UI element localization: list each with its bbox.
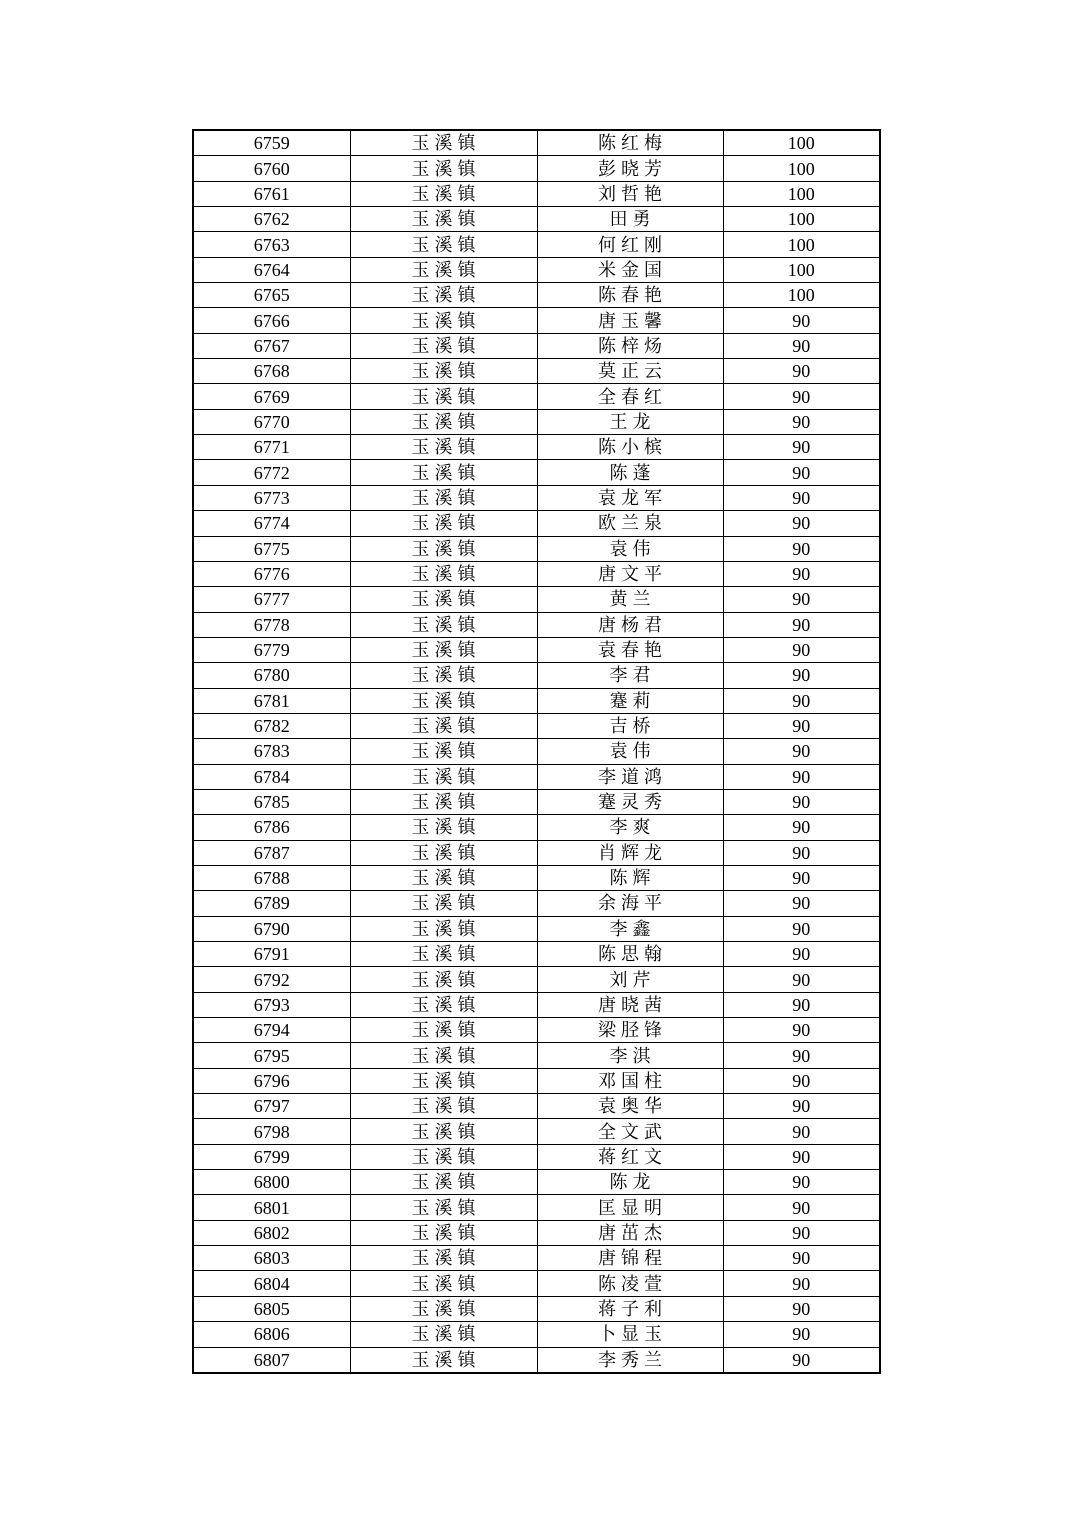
amount-cell: 90 (723, 1170, 880, 1195)
town-cell: 玉溪镇 (350, 739, 537, 764)
name-cell: 陈春艳 (537, 283, 723, 308)
table-row (193, 865, 880, 890)
town-cell: 玉溪镇 (350, 156, 537, 181)
name-cell: 匡显明 (537, 1195, 723, 1220)
table-row (193, 308, 880, 333)
amount-cell: 90 (723, 587, 880, 612)
town-cell: 玉溪镇 (350, 130, 537, 156)
amount-cell: 90 (723, 1195, 880, 1220)
amount-cell: 90 (723, 663, 880, 688)
serial-number-cell: 6782 (193, 713, 350, 738)
town-cell: 玉溪镇 (350, 1043, 537, 1068)
name-cell: 李爽 (537, 815, 723, 840)
table-row (193, 637, 880, 662)
amount-cell: 90 (723, 308, 880, 333)
serial-number-cell: 6797 (193, 1094, 350, 1119)
town-cell: 玉溪镇 (350, 764, 537, 789)
serial-number-cell: 6761 (193, 181, 350, 206)
name-cell: 陈凌萱 (537, 1271, 723, 1296)
town-cell: 玉溪镇 (350, 384, 537, 409)
table-row (193, 181, 880, 206)
amount-cell: 100 (723, 232, 880, 257)
town-cell: 玉溪镇 (350, 1195, 537, 1220)
name-cell: 彭晓芳 (537, 156, 723, 181)
name-cell: 袁龙军 (537, 485, 723, 510)
serial-number-cell: 6784 (193, 764, 350, 789)
serial-number-cell: 6769 (193, 384, 350, 409)
table-row (193, 840, 880, 865)
serial-number-cell: 6799 (193, 1144, 350, 1169)
serial-number-cell: 6806 (193, 1322, 350, 1347)
amount-cell: 90 (723, 460, 880, 485)
town-cell: 玉溪镇 (350, 1119, 537, 1144)
table-row (193, 789, 880, 814)
table-row (193, 333, 880, 358)
name-cell: 李鑫 (537, 916, 723, 941)
table-row (193, 1322, 880, 1347)
name-cell: 陈蓬 (537, 460, 723, 485)
name-cell: 陈思翰 (537, 942, 723, 967)
table-row (193, 1119, 880, 1144)
town-cell: 玉溪镇 (350, 992, 537, 1017)
name-cell: 李淇 (537, 1043, 723, 1068)
serial-number-cell: 6767 (193, 333, 350, 358)
amount-cell: 100 (723, 130, 880, 156)
table-row (193, 1347, 880, 1373)
serial-number-cell: 6794 (193, 1018, 350, 1043)
amount-cell: 100 (723, 207, 880, 232)
town-cell: 玉溪镇 (350, 207, 537, 232)
table-row (193, 130, 880, 156)
roster-table-body (193, 130, 880, 1373)
town-cell: 玉溪镇 (350, 916, 537, 941)
town-cell: 玉溪镇 (350, 713, 537, 738)
table-row (193, 232, 880, 257)
serial-number-cell: 6791 (193, 942, 350, 967)
table-row (193, 764, 880, 789)
serial-number-cell: 6796 (193, 1068, 350, 1093)
town-cell: 玉溪镇 (350, 663, 537, 688)
town-cell: 玉溪镇 (350, 181, 537, 206)
town-cell: 玉溪镇 (350, 460, 537, 485)
amount-cell: 100 (723, 181, 880, 206)
serial-number-cell: 6785 (193, 789, 350, 814)
amount-cell: 90 (723, 1018, 880, 1043)
table-row (193, 1068, 880, 1093)
name-cell: 卜显玉 (537, 1322, 723, 1347)
serial-number-cell: 6764 (193, 257, 350, 282)
table-row (193, 688, 880, 713)
name-cell: 邓国柱 (537, 1068, 723, 1093)
serial-number-cell: 6795 (193, 1043, 350, 1068)
amount-cell: 90 (723, 1144, 880, 1169)
table-row (193, 283, 880, 308)
serial-number-cell: 6798 (193, 1119, 350, 1144)
name-cell: 唐杨君 (537, 612, 723, 637)
amount-cell: 90 (723, 967, 880, 992)
table-row (193, 891, 880, 916)
name-cell: 田勇 (537, 207, 723, 232)
amount-cell: 90 (723, 688, 880, 713)
serial-number-cell: 6804 (193, 1271, 350, 1296)
amount-cell: 90 (723, 789, 880, 814)
name-cell: 唐文平 (537, 561, 723, 586)
name-cell: 李君 (537, 663, 723, 688)
serial-number-cell: 6766 (193, 308, 350, 333)
serial-number-cell: 6801 (193, 1195, 350, 1220)
town-cell: 玉溪镇 (350, 359, 537, 384)
table-row (193, 536, 880, 561)
amount-cell: 90 (723, 1322, 880, 1347)
serial-number-cell: 6772 (193, 460, 350, 485)
amount-cell: 90 (723, 409, 880, 434)
serial-number-cell: 6800 (193, 1170, 350, 1195)
name-cell: 唐晓茜 (537, 992, 723, 1017)
name-cell: 蒋红文 (537, 1144, 723, 1169)
table-row (193, 612, 880, 637)
serial-number-cell: 6768 (193, 359, 350, 384)
table-row (193, 1271, 880, 1296)
serial-number-cell: 6780 (193, 663, 350, 688)
table-row (193, 511, 880, 536)
amount-cell: 100 (723, 156, 880, 181)
town-cell: 玉溪镇 (350, 1246, 537, 1271)
amount-cell: 90 (723, 1068, 880, 1093)
serial-number-cell: 6763 (193, 232, 350, 257)
town-cell: 玉溪镇 (350, 1347, 537, 1373)
serial-number-cell: 6793 (193, 992, 350, 1017)
name-cell: 陈龙 (537, 1170, 723, 1195)
table-row (193, 1246, 880, 1271)
serial-number-cell: 6807 (193, 1347, 350, 1373)
name-cell: 唐玉馨 (537, 308, 723, 333)
serial-number-cell: 6802 (193, 1220, 350, 1245)
town-cell: 玉溪镇 (350, 865, 537, 890)
amount-cell: 100 (723, 257, 880, 282)
table-row (193, 485, 880, 510)
roster-table (192, 129, 881, 1374)
serial-number-cell: 6779 (193, 637, 350, 662)
name-cell: 何红刚 (537, 232, 723, 257)
town-cell: 玉溪镇 (350, 891, 537, 916)
serial-number-cell: 6776 (193, 561, 350, 586)
table-row (193, 1220, 880, 1245)
table-row (193, 916, 880, 941)
name-cell: 刘哲艳 (537, 181, 723, 206)
town-cell: 玉溪镇 (350, 511, 537, 536)
serial-number-cell: 6760 (193, 156, 350, 181)
serial-number-cell: 6790 (193, 916, 350, 941)
table-row (193, 1195, 880, 1220)
amount-cell: 90 (723, 384, 880, 409)
town-cell: 玉溪镇 (350, 409, 537, 434)
name-cell: 陈红梅 (537, 130, 723, 156)
name-cell: 吉桥 (537, 713, 723, 738)
serial-number-cell: 6762 (193, 207, 350, 232)
serial-number-cell: 6787 (193, 840, 350, 865)
table-row (193, 967, 880, 992)
amount-cell: 90 (723, 739, 880, 764)
name-cell: 袁伟 (537, 739, 723, 764)
table-row (193, 435, 880, 460)
amount-cell: 90 (723, 637, 880, 662)
town-cell: 玉溪镇 (350, 1068, 537, 1093)
amount-cell: 90 (723, 511, 880, 536)
town-cell: 玉溪镇 (350, 1170, 537, 1195)
town-cell: 玉溪镇 (350, 485, 537, 510)
name-cell: 陈梓炀 (537, 333, 723, 358)
table-row (193, 587, 880, 612)
name-cell: 全文武 (537, 1119, 723, 1144)
table-row (193, 739, 880, 764)
table-row (193, 156, 880, 181)
amount-cell: 90 (723, 1119, 880, 1144)
town-cell: 玉溪镇 (350, 1322, 537, 1347)
name-cell: 莫正云 (537, 359, 723, 384)
name-cell: 王龙 (537, 409, 723, 434)
amount-cell: 90 (723, 485, 880, 510)
name-cell: 李道鸿 (537, 764, 723, 789)
town-cell: 玉溪镇 (350, 333, 537, 358)
name-cell: 李秀兰 (537, 1347, 723, 1373)
amount-cell: 90 (723, 840, 880, 865)
town-cell: 玉溪镇 (350, 536, 537, 561)
amount-cell: 90 (723, 1271, 880, 1296)
town-cell: 玉溪镇 (350, 1220, 537, 1245)
table-row (193, 359, 880, 384)
amount-cell: 90 (723, 435, 880, 460)
name-cell: 肖辉龙 (537, 840, 723, 865)
name-cell: 唐锦程 (537, 1246, 723, 1271)
town-cell: 玉溪镇 (350, 612, 537, 637)
town-cell: 玉溪镇 (350, 967, 537, 992)
table-row (193, 663, 880, 688)
town-cell: 玉溪镇 (350, 587, 537, 612)
town-cell: 玉溪镇 (350, 257, 537, 282)
table-row (193, 1144, 880, 1169)
table-row (193, 460, 880, 485)
table-row (193, 207, 880, 232)
serial-number-cell: 6781 (193, 688, 350, 713)
serial-number-cell: 6805 (193, 1296, 350, 1321)
table-row (193, 384, 880, 409)
town-cell: 玉溪镇 (350, 688, 537, 713)
amount-cell: 90 (723, 815, 880, 840)
table-row (193, 1094, 880, 1119)
amount-cell: 90 (723, 1043, 880, 1068)
amount-cell: 90 (723, 561, 880, 586)
table-row (193, 561, 880, 586)
amount-cell: 90 (723, 1220, 880, 1245)
name-cell: 余海平 (537, 891, 723, 916)
amount-cell: 90 (723, 359, 880, 384)
town-cell: 玉溪镇 (350, 789, 537, 814)
name-cell: 蒋子利 (537, 1296, 723, 1321)
amount-cell: 100 (723, 283, 880, 308)
serial-number-cell: 6759 (193, 130, 350, 156)
amount-cell: 90 (723, 1094, 880, 1119)
town-cell: 玉溪镇 (350, 283, 537, 308)
table-row (193, 1043, 880, 1068)
name-cell: 全春红 (537, 384, 723, 409)
serial-number-cell: 6773 (193, 485, 350, 510)
name-cell: 黄兰 (537, 587, 723, 612)
name-cell: 唐茁杰 (537, 1220, 723, 1245)
table-row (193, 1018, 880, 1043)
table-row (193, 992, 880, 1017)
table-row (193, 409, 880, 434)
amount-cell: 90 (723, 713, 880, 738)
amount-cell: 90 (723, 942, 880, 967)
name-cell: 袁奥华 (537, 1094, 723, 1119)
name-cell: 陈小槟 (537, 435, 723, 460)
town-cell: 玉溪镇 (350, 1018, 537, 1043)
amount-cell: 90 (723, 333, 880, 358)
table-row (193, 942, 880, 967)
serial-number-cell: 6778 (193, 612, 350, 637)
name-cell: 刘芹 (537, 967, 723, 992)
town-cell: 玉溪镇 (350, 232, 537, 257)
name-cell: 蹇灵秀 (537, 789, 723, 814)
amount-cell: 90 (723, 1347, 880, 1373)
amount-cell: 90 (723, 1246, 880, 1271)
name-cell: 欧兰泉 (537, 511, 723, 536)
serial-number-cell: 6788 (193, 865, 350, 890)
amount-cell: 90 (723, 916, 880, 941)
amount-cell: 90 (723, 1296, 880, 1321)
amount-cell: 90 (723, 891, 880, 916)
serial-number-cell: 6792 (193, 967, 350, 992)
amount-cell: 90 (723, 992, 880, 1017)
serial-number-cell: 6765 (193, 283, 350, 308)
name-cell: 蹇莉 (537, 688, 723, 713)
serial-number-cell: 6771 (193, 435, 350, 460)
name-cell: 米金国 (537, 257, 723, 282)
serial-number-cell: 6803 (193, 1246, 350, 1271)
town-cell: 玉溪镇 (350, 308, 537, 333)
town-cell: 玉溪镇 (350, 942, 537, 967)
town-cell: 玉溪镇 (350, 1271, 537, 1296)
serial-number-cell: 6786 (193, 815, 350, 840)
town-cell: 玉溪镇 (350, 561, 537, 586)
serial-number-cell: 6783 (193, 739, 350, 764)
amount-cell: 90 (723, 536, 880, 561)
town-cell: 玉溪镇 (350, 435, 537, 460)
table-row (193, 1296, 880, 1321)
table-row (193, 1170, 880, 1195)
table-row (193, 713, 880, 738)
table-row (193, 257, 880, 282)
name-cell: 袁春艳 (537, 637, 723, 662)
town-cell: 玉溪镇 (350, 637, 537, 662)
amount-cell: 90 (723, 764, 880, 789)
amount-cell: 90 (723, 612, 880, 637)
town-cell: 玉溪镇 (350, 1296, 537, 1321)
town-cell: 玉溪镇 (350, 1144, 537, 1169)
town-cell: 玉溪镇 (350, 815, 537, 840)
serial-number-cell: 6770 (193, 409, 350, 434)
town-cell: 玉溪镇 (350, 840, 537, 865)
serial-number-cell: 6777 (193, 587, 350, 612)
table-row (193, 815, 880, 840)
amount-cell: 90 (723, 865, 880, 890)
name-cell: 梁胫锋 (537, 1018, 723, 1043)
serial-number-cell: 6774 (193, 511, 350, 536)
serial-number-cell: 6789 (193, 891, 350, 916)
name-cell: 陈辉 (537, 865, 723, 890)
town-cell: 玉溪镇 (350, 1094, 537, 1119)
name-cell: 袁伟 (537, 536, 723, 561)
serial-number-cell: 6775 (193, 536, 350, 561)
